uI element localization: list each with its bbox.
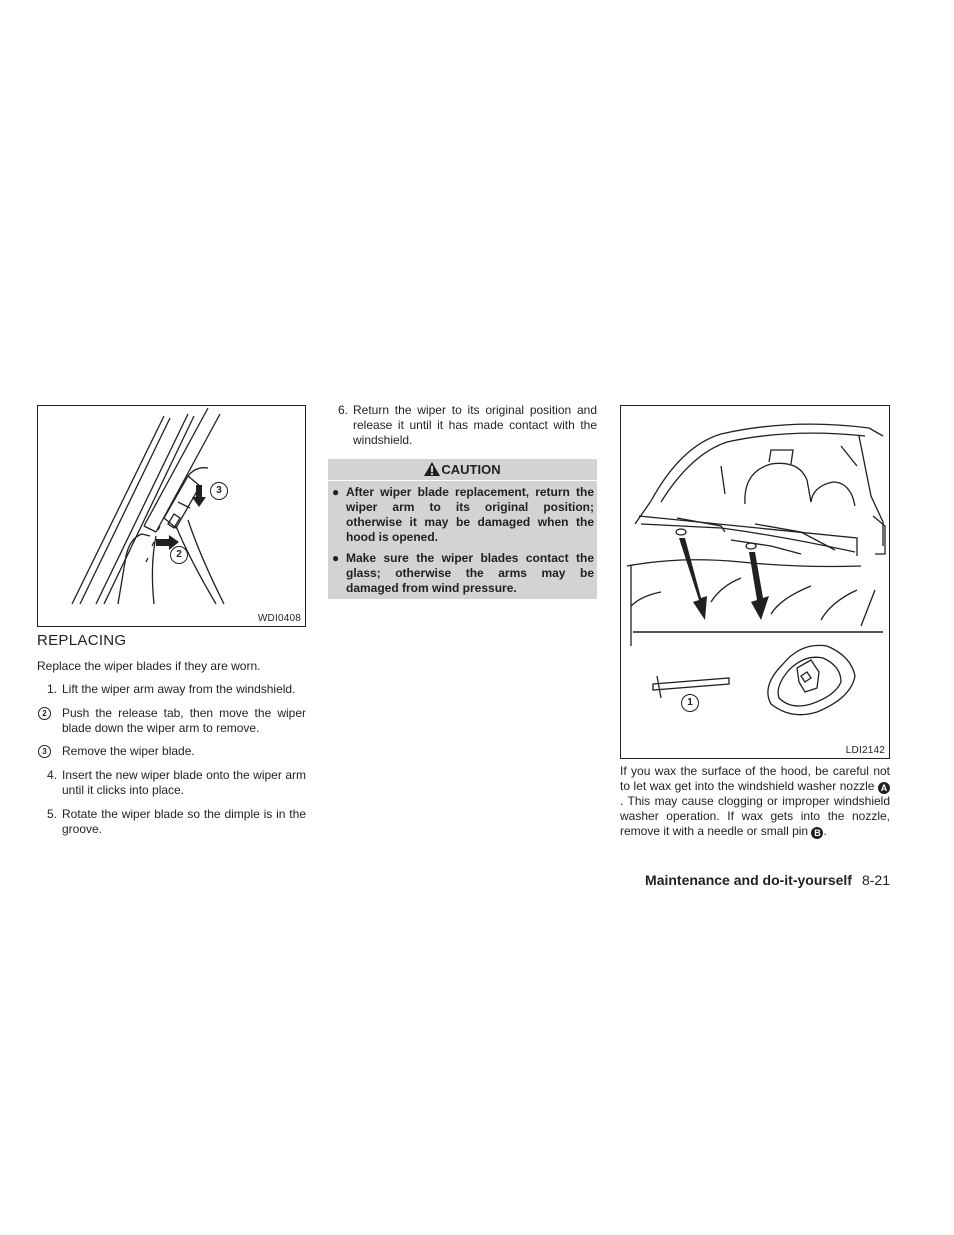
figure-code: LDI2142 bbox=[845, 745, 885, 756]
section-heading: REPLACING bbox=[37, 632, 127, 649]
bullet-icon: ● bbox=[332, 485, 340, 499]
callout-3: 3 bbox=[210, 482, 228, 500]
figure-code: WDI0408 bbox=[257, 613, 301, 624]
caution-item bbox=[328, 485, 597, 545]
step-text: Lift the wiper arm away from the windshield. bbox=[62, 682, 296, 696]
caution-text: Make sure the wiper blades contact the glass; otherwise the arms may be damaged from wind pressure. bbox=[346, 551, 594, 595]
step-1 bbox=[37, 682, 306, 697]
step-3 bbox=[37, 744, 306, 759]
text-segment: . bbox=[823, 824, 827, 838]
page-footer bbox=[645, 872, 890, 888]
wiper-arm-illustration bbox=[38, 406, 305, 626]
warning-icon bbox=[424, 462, 440, 476]
caution-item bbox=[328, 551, 597, 596]
step-number-circled: 2 bbox=[38, 707, 51, 720]
wax-warning-text bbox=[620, 764, 890, 839]
text-segment: If you wax the surface of the hood, be careful not to let wax get into the windshield washer nozzle bbox=[620, 764, 890, 793]
step-5 bbox=[37, 807, 306, 837]
step-2 bbox=[37, 706, 306, 736]
step-text: Remove the wiper blade. bbox=[62, 744, 195, 758]
step-text: Rotate the wiper blade so the dimple is in the groove. bbox=[62, 807, 306, 836]
step-4 bbox=[37, 768, 306, 798]
bullet-icon: ● bbox=[332, 551, 340, 565]
step-number: 4. bbox=[46, 768, 57, 782]
wiper-arm-figure bbox=[37, 405, 306, 627]
page-number: 8-21 bbox=[861, 872, 890, 888]
caution-box bbox=[328, 481, 597, 599]
step-number: 5. bbox=[46, 807, 57, 821]
step-6 bbox=[328, 403, 597, 448]
callout-1: 1 bbox=[681, 694, 699, 712]
marker-b: B bbox=[811, 827, 823, 839]
step-number-circled: 3 bbox=[38, 745, 51, 758]
marker-a: A bbox=[878, 782, 890, 794]
step-number: 1. bbox=[46, 682, 57, 696]
step-text: Insert the new wiper blade onto the wiper arm until it clicks into place. bbox=[62, 768, 306, 797]
footer-section-title: Maintenance and do-it-yourself bbox=[645, 872, 852, 888]
intro-text: Replace the wiper blades if they are worn. bbox=[37, 659, 261, 673]
washer-nozzle-illustration bbox=[621, 406, 889, 758]
caution-title: CAUTION bbox=[441, 462, 501, 477]
arrow-down-icon bbox=[679, 538, 769, 620]
caution-header bbox=[328, 459, 597, 480]
step-text: Push the release tab, then move the wiper blade down the wiper arm to remove. bbox=[62, 706, 306, 735]
callout-2: 2 bbox=[170, 546, 188, 564]
step-text: Return the wiper to its original position and release it until it has made contact with the windshield. bbox=[353, 403, 597, 447]
washer-nozzle-figure bbox=[620, 405, 890, 759]
text-segment: . This may cause clogging or improper windshield washer operation. If wax gets into the nozzle, remove it with a needle or small pin bbox=[620, 794, 890, 838]
caution-text: After wiper blade replacement, return the wiper arm to its original position; otherwise it may be damaged when the hood is opened. bbox=[346, 485, 594, 544]
step-number: 6. bbox=[337, 403, 348, 417]
